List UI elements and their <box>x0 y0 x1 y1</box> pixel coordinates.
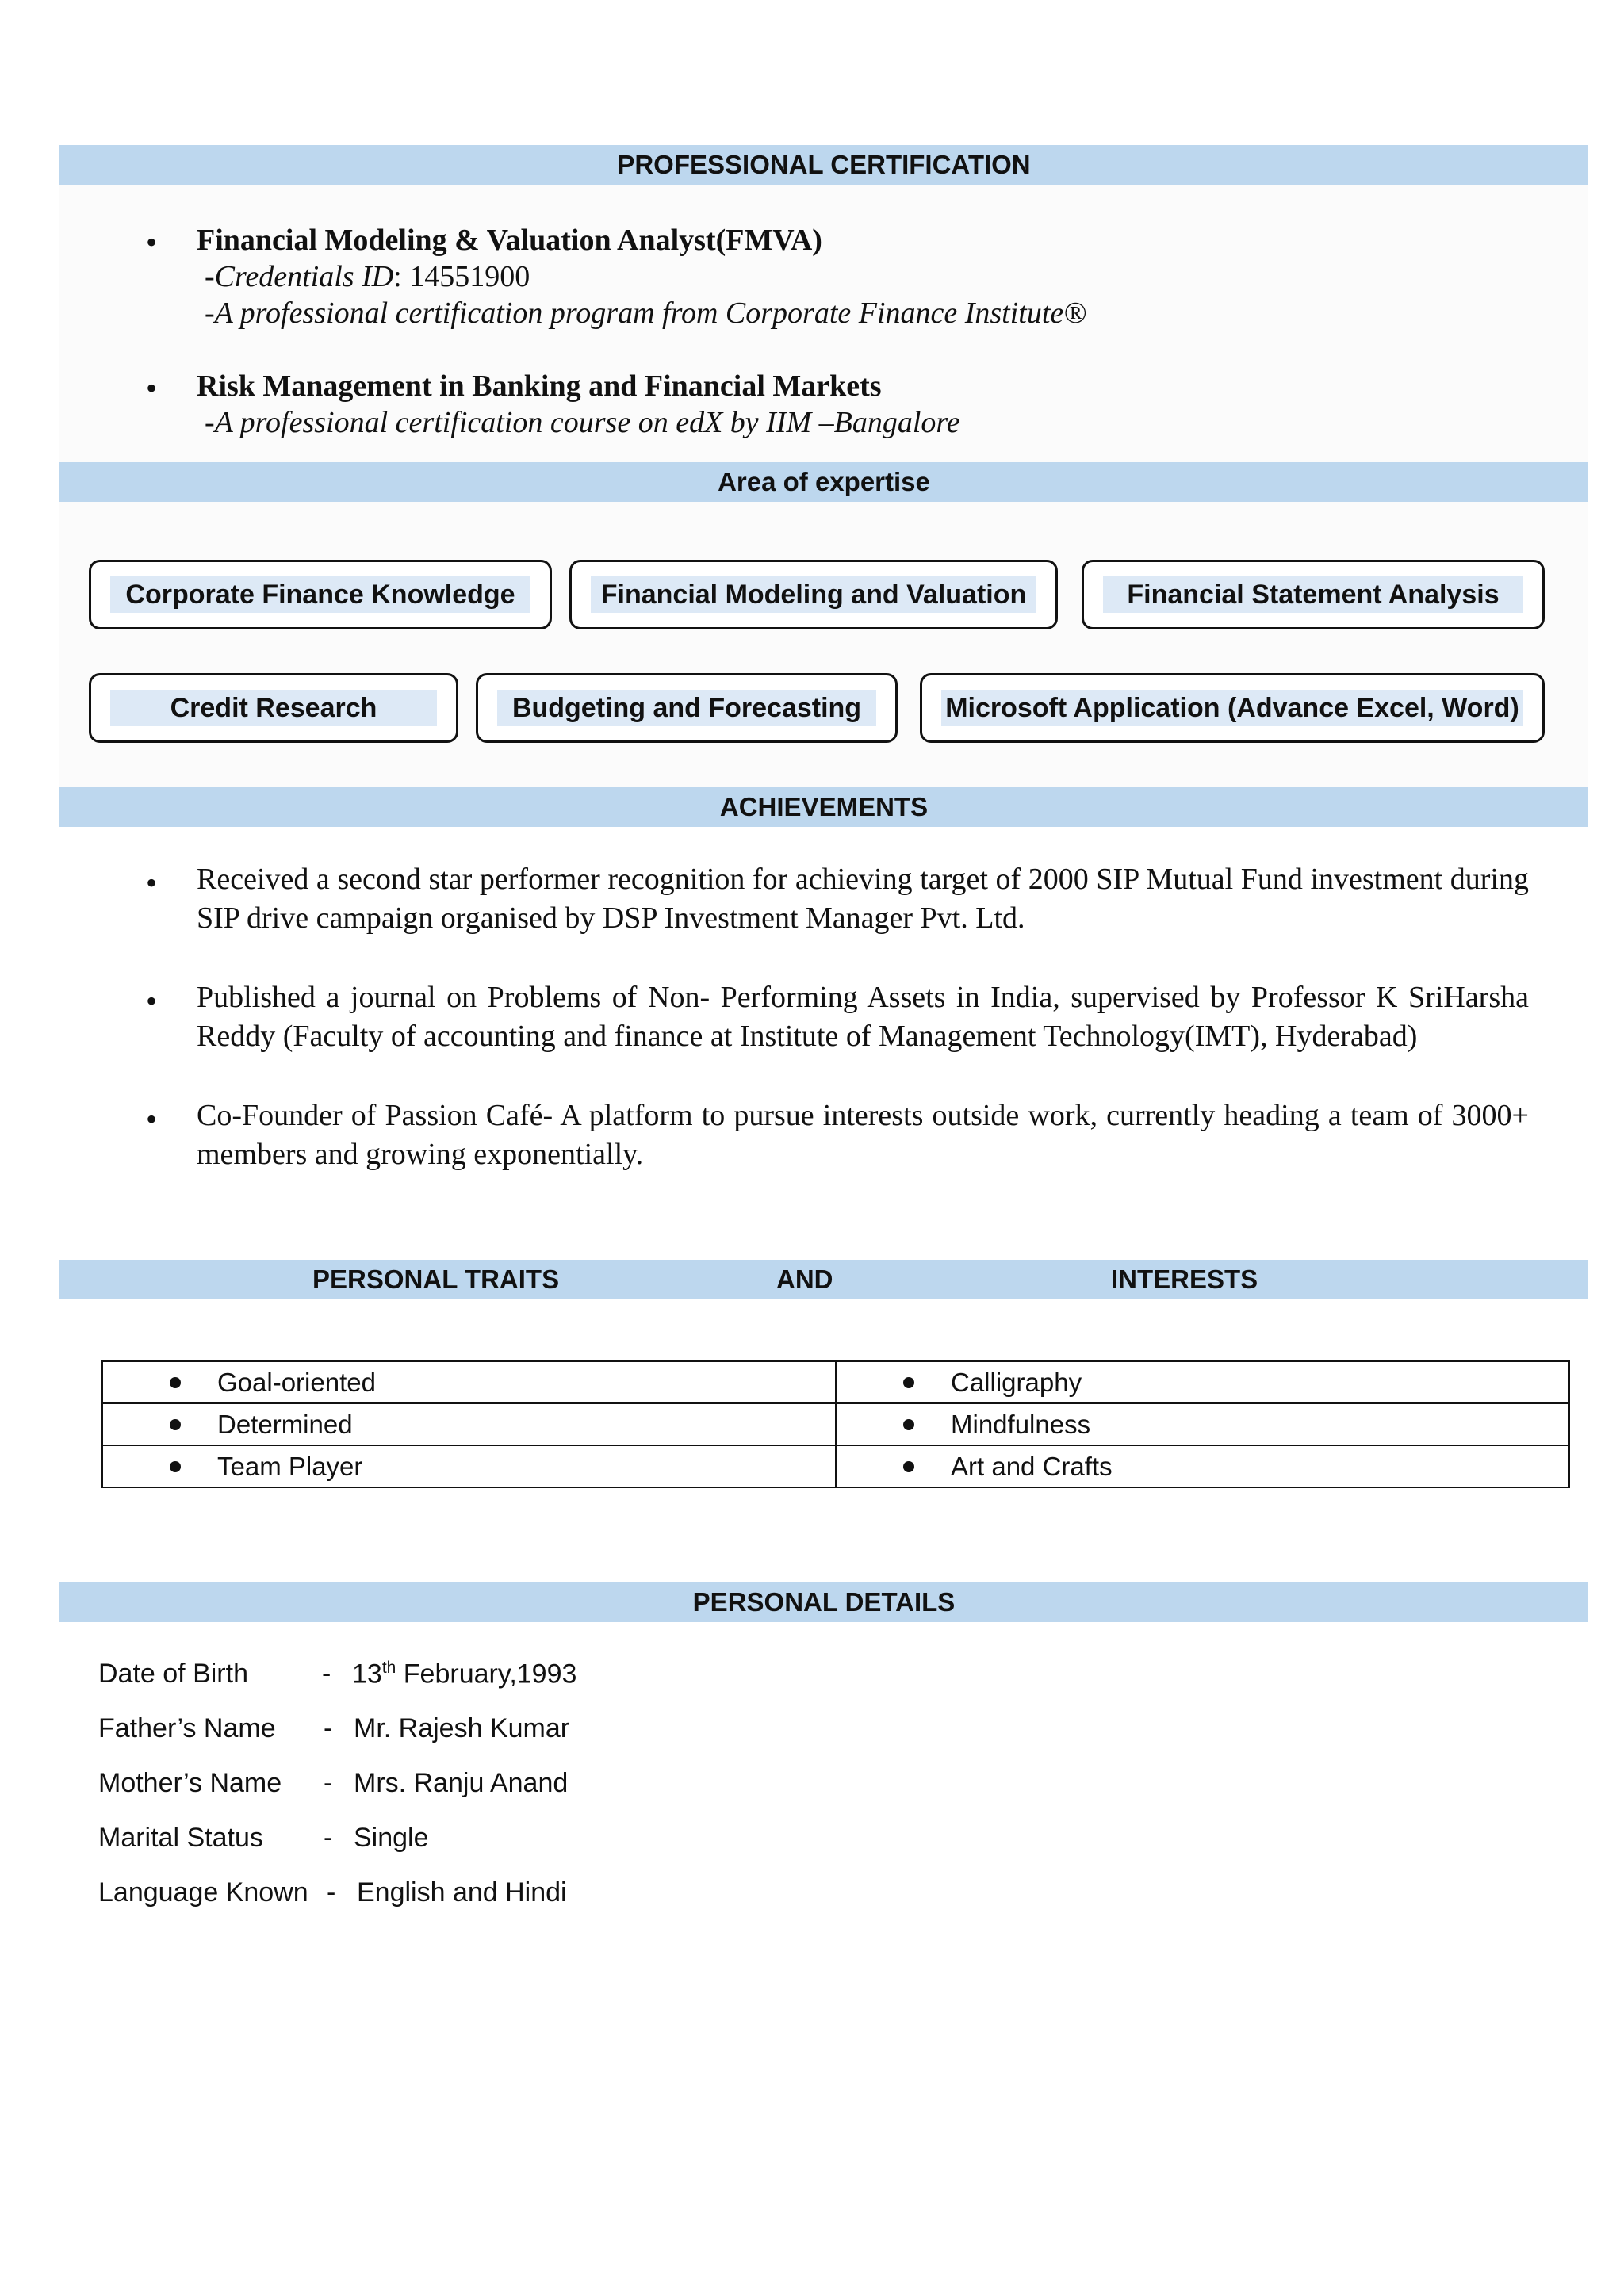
dob-rest: February,1993 <box>396 1659 577 1689</box>
detail-value: Single <box>354 1823 429 1853</box>
bullet-icon <box>170 1377 181 1388</box>
section-title: PERSONAL DETAILS <box>692 1587 956 1617</box>
certification-title: Financial Modeling & Valuation Analyst(FMVA) <box>197 224 822 257</box>
detail-separator: - <box>324 1768 333 1798</box>
achievement-item: Published a journal on Problems of Non- Performing Assets in India, supervised by Professor K SriHarsha Reddy (Faculty of accounting and finance at Institute of Management Technology(IMT), Hyderabad) <box>197 981 1529 1053</box>
bullet-icon <box>903 1377 914 1388</box>
trait-text: Goal-oriented <box>217 1367 376 1397</box>
traits-interests-table <box>102 1360 1570 1488</box>
dob-day: 13 <box>352 1659 382 1689</box>
expertise-chip <box>1082 560 1545 629</box>
chip-label: Credit Research <box>170 692 377 723</box>
trait-cell <box>102 1403 836 1445</box>
chip-label: Corporate Finance Knowledge <box>125 579 515 610</box>
detail-separator: - <box>327 1877 336 1908</box>
table-row <box>102 1361 1569 1403</box>
bullet-icon <box>170 1419 181 1430</box>
section-title-traits: PERSONAL TRAITS <box>312 1265 560 1294</box>
expertise-background <box>59 502 1588 787</box>
section-title-and: AND <box>776 1265 833 1294</box>
detail-label: Language Known <box>98 1877 308 1908</box>
interest-cell <box>836 1445 1569 1487</box>
trait-cell <box>102 1445 836 1487</box>
interest-text: Art and Crafts <box>951 1451 1113 1481</box>
certification-description: -A professional certification course on edX by IIM –Bangalore <box>205 406 960 439</box>
certification-title: Risk Management in Banking and Financial Markets <box>197 369 882 403</box>
expertise-chip <box>569 560 1058 629</box>
credential-label: -Credentials ID <box>205 260 394 293</box>
dob-suffix: th <box>381 1659 396 1677</box>
achievement-item: Received a second star performer recognition for achieving target of 2000 SIP Mutual Fund investment during SIP drive campaign organised by DSP Investment Manager Pvt. Ltd. <box>197 863 1529 935</box>
bullet-icon <box>170 1461 181 1472</box>
table-row <box>102 1445 1569 1487</box>
detail-label: Date of Birth <box>98 1659 248 1689</box>
detail-value-date-of-birth <box>352 1659 576 1689</box>
certification-description: -A professional certification program from Corporate Finance Institute® <box>205 297 1087 330</box>
trait-cell <box>102 1361 836 1403</box>
achievement-item: Co-Founder of Passion Café- A platform to pursue interests outside work, currently heading a team of 3000+ members and growing exponentially. <box>197 1099 1529 1171</box>
expertise-chip <box>89 560 552 629</box>
trait-text: Determined <box>217 1409 353 1439</box>
chip-label: Microsoft Application (Advance Excel, Word) <box>945 692 1519 723</box>
detail-label: Father’s Name <box>98 1713 276 1743</box>
bullet-icon: • <box>146 370 158 406</box>
table-row <box>102 1403 1569 1445</box>
chip-label: Financial Statement Analysis <box>1127 579 1500 610</box>
credential-line <box>205 259 530 294</box>
bullet-icon: • <box>146 1101 158 1137</box>
expertise-chip <box>476 673 898 743</box>
interest-text: Calligraphy <box>951 1367 1082 1397</box>
chip-label: Financial Modeling and Valuation <box>600 579 1027 610</box>
detail-separator: - <box>324 1713 333 1743</box>
trait-text: Team Player <box>217 1451 363 1481</box>
interest-cell <box>836 1403 1569 1445</box>
interest-cell <box>836 1361 1569 1403</box>
detail-value: Mr. Rajesh Kumar <box>354 1713 570 1743</box>
detail-value: Mrs. Ranju Anand <box>354 1768 569 1798</box>
section-header-area-of-expertise <box>59 462 1588 502</box>
credential-value: : 14551900 <box>393 260 530 293</box>
expertise-chip <box>89 673 458 743</box>
detail-label: Marital Status <box>98 1823 263 1853</box>
chip-label: Budgeting and Forecasting <box>511 692 862 723</box>
section-header-traits-interests <box>59 1260 1588 1299</box>
section-header-personal-details <box>59 1582 1588 1622</box>
detail-separator: - <box>324 1823 333 1853</box>
bullet-icon: • <box>146 983 158 1019</box>
bullet-icon: • <box>146 865 158 901</box>
section-header-achievements <box>59 787 1588 827</box>
section-header-professional-certification <box>59 145 1588 185</box>
detail-label: Mother’s Name <box>98 1768 282 1798</box>
section-title-interests: INTERESTS <box>1111 1265 1258 1294</box>
detail-separator: - <box>322 1659 331 1689</box>
bullet-icon <box>903 1419 914 1430</box>
bullet-icon <box>903 1461 914 1472</box>
detail-value: English and Hindi <box>357 1877 567 1908</box>
section-title: Area of expertise <box>718 467 930 496</box>
section-title: PROFESSIONAL CERTIFICATION <box>617 150 1031 179</box>
interest-text: Mindfulness <box>951 1409 1091 1439</box>
bullet-icon: • <box>146 224 158 260</box>
expertise-chip <box>920 673 1545 743</box>
section-title: ACHIEVEMENTS <box>719 792 929 821</box>
